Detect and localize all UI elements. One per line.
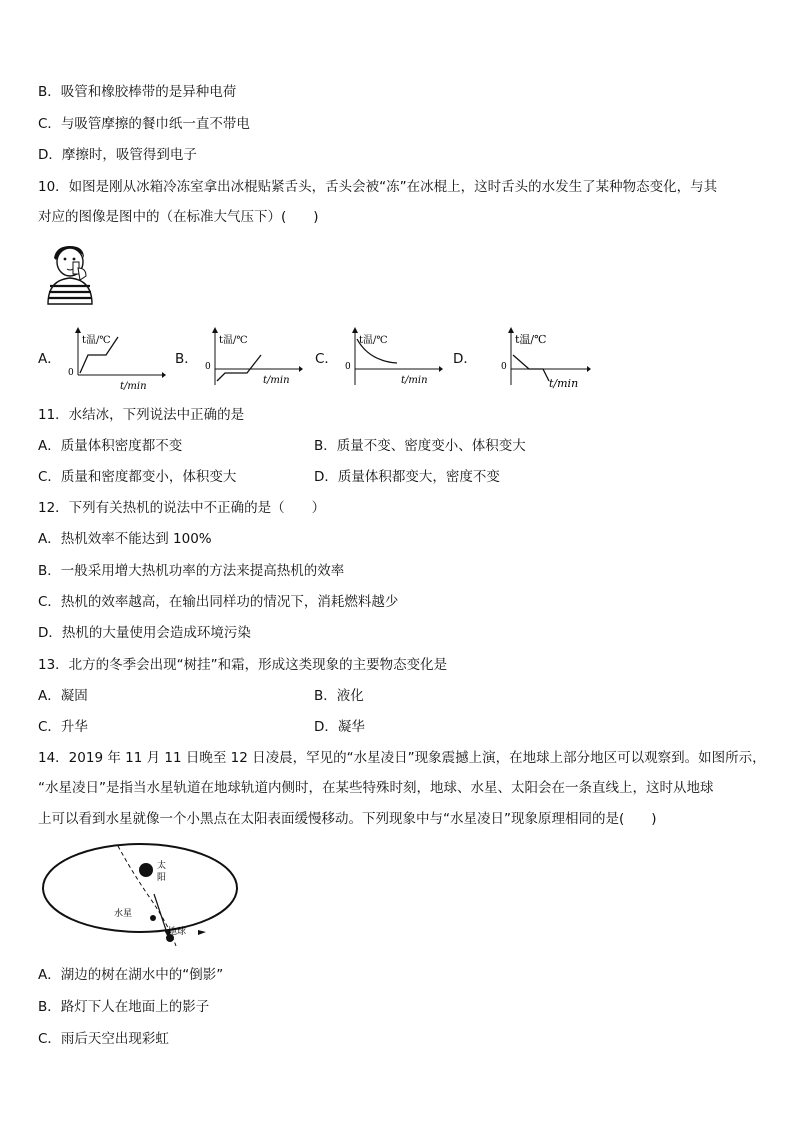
q9-option-b: B．吸管和橡胶棒带的是异种电荷 — [38, 84, 237, 100]
earth-label: 地球 — [168, 927, 187, 937]
q10-option-d[interactable] — [453, 325, 583, 395]
graph-c — [343, 325, 443, 391]
mercury-dot — [150, 915, 156, 921]
graph-b-x-label: t/min — [263, 375, 290, 386]
graph-c-x-label: t/min — [401, 375, 428, 386]
graph-a-x-label: t/min — [120, 381, 147, 392]
graph-b-origin: 0 — [205, 362, 211, 372]
graph-d-x-label: t/min — [549, 377, 579, 390]
graph-b — [203, 325, 303, 391]
q13-option-b[interactable]: B．液化 — [314, 688, 364, 704]
graph-d-y-label: t温/℃ — [515, 333, 547, 346]
q14-stem-line2: “水星凌日”是指当水星轨道在地球轨道内侧时，在某些特殊时刻，地球、水星、太阳会在一条直线上，这时从地球 — [38, 780, 714, 796]
q13-option-a[interactable]: A．凝固 — [38, 688, 88, 704]
q14-stem-line1: 14．2019 年 11 月 11 日晚至 12 日凌晨，罕见的“水星凌日”现象震撼上演，在地球上部分地区可以观察到。如图所示， — [38, 750, 766, 766]
mercury-transit-diagram — [40, 842, 240, 950]
q14-option-a[interactable]: A．湖边的树在湖水中的“倒影” — [38, 967, 224, 983]
sun-label-2: 阳 — [157, 873, 167, 883]
q11-option-d[interactable]: D．质量体积都变大，密度不变 — [314, 469, 500, 485]
graph-c-origin: 0 — [345, 362, 351, 372]
q10-graph-options — [38, 325, 598, 395]
q10-option-a[interactable] — [38, 325, 168, 395]
q10-stem-line2: 对应的图像是图中的（在标准大气压下）( ) — [38, 209, 319, 225]
q12-option-a[interactable]: A．热机效率不能达到 100% — [38, 531, 212, 547]
q9-option-c: C．与吸管摩擦的餐巾纸一直不带电 — [38, 116, 250, 132]
graph-a — [66, 325, 166, 391]
q10-option-b-label: B． — [175, 351, 198, 367]
sun-icon — [139, 863, 153, 877]
q10-option-c[interactable] — [315, 325, 445, 395]
q10-option-c-label: C． — [315, 351, 338, 367]
q11-option-c[interactable]: C．质量和密度都变小，体积变大 — [38, 469, 237, 485]
graph-c-y-label: t温/℃ — [359, 335, 388, 346]
q14-option-c[interactable]: C．雨后天空出现彩虹 — [38, 1031, 169, 1047]
q10-option-b[interactable] — [175, 325, 305, 395]
graph-a-origin: 0 — [68, 368, 74, 378]
q10-option-d-label: D． — [453, 351, 477, 367]
q14-option-b[interactable]: B．路灯下人在地面上的影子 — [38, 999, 210, 1015]
q12-stem: 12．下列有关热机的说法中不正确的是（ ） — [38, 500, 326, 516]
boy-licking-ice-pop-illustration — [40, 242, 104, 306]
q9-option-d: D．摩擦时，吸管得到电子 — [38, 147, 197, 163]
q14-stem-line3: 上可以看到水星就像一个小黑点在太阳表面缓慢移动。下列现象中与“水星凌日”现象原理相同的是( ) — [38, 811, 657, 827]
q12-option-d[interactable]: D．热机的大量使用会造成环境污染 — [38, 625, 251, 641]
q12-option-c[interactable]: C．热机的效率越高，在输出同样功的情况下，消耗燃料越少 — [38, 594, 399, 610]
q13-option-d[interactable]: D．凝华 — [314, 719, 365, 735]
q11-stem: 11．水结冰，下列说法中正确的是 — [38, 407, 245, 423]
q10-option-a-label: A． — [38, 351, 61, 367]
graph-d-origin: 0 — [501, 362, 507, 372]
q13-stem: 13．北方的冬季会出现“树挂”和霜，形成这类现象的主要物态变化是 — [38, 657, 448, 673]
q13-option-c[interactable]: C．升华 — [38, 719, 88, 735]
graph-b-y-label: t温/℃ — [219, 335, 248, 346]
q11-option-a[interactable]: A．质量体积密度都不变 — [38, 438, 183, 454]
graph-a-y-label: t温/℃ — [82, 335, 111, 346]
graph-d — [481, 325, 591, 391]
q10-stem-line1: 10．如图是刚从冰箱冷冻室拿出冰棍贴紧舌头，舌头会被“冻”在冰棍上，这时舌头的水发生了某种物态变化，与其 — [38, 179, 718, 195]
sun-label-1: 太 — [157, 861, 167, 871]
q12-option-b[interactable]: B．一般采用增大热机功率的方法来提高热机的效率 — [38, 563, 345, 579]
mercury-label: 水星 — [114, 909, 133, 919]
q11-option-b[interactable]: B．质量不变、密度变小、体积变大 — [314, 438, 526, 454]
